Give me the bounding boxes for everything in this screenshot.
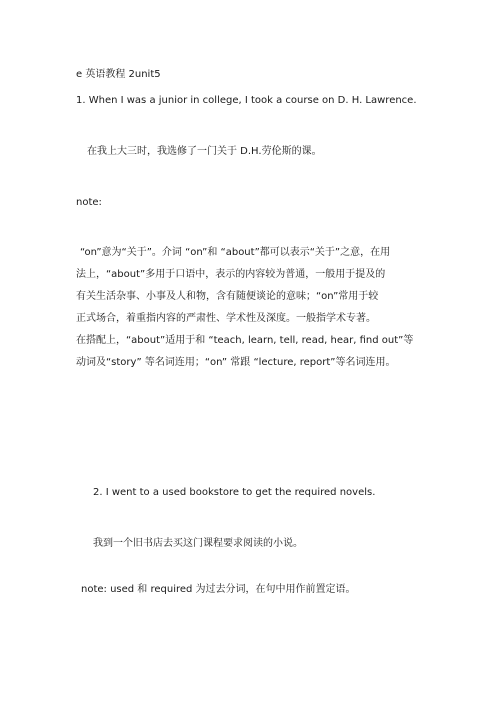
note-1-line-2: 法上，“about”多用于口语中，表示的内容较为普通，一般用于提及的 bbox=[76, 269, 386, 280]
note-2: note: used 和 required 为过去分词，在句中用作前置定语。 bbox=[81, 584, 356, 595]
note-1-paragraph bbox=[76, 242, 420, 374]
document-title: e 英语教程 2unit5 bbox=[76, 69, 161, 80]
note-1-line-4: 正式场合，着重指内容的严肃性、学术性及深度。一般指学术专著。 bbox=[76, 313, 376, 324]
note-1-label: note: bbox=[76, 197, 102, 208]
note-1-line-5: 在搭配上，“about”适用于和 “teach, learn, tell, read, hear, find out”等 bbox=[76, 335, 414, 346]
sentence-1-chinese: 在我上大三时，我选修了一门关于 D.H.劳伦斯的课。 bbox=[87, 146, 322, 157]
sentence-2-english: 2. I went to a used bookstore to get the required novels. bbox=[93, 487, 376, 498]
note-1-line-1: “on”意为“关于”。介词 “on”和 “about”都可以表示“关于”之意，在用 bbox=[80, 247, 391, 258]
sentence-1-english: 1. When I was a junior in college, I took a course on D. H. Lawrence. bbox=[76, 95, 417, 106]
sentence-2-chinese: 我到一个旧书店去买这门课程要求阅读的小说。 bbox=[93, 538, 303, 549]
note-1-line-6: 动词及“story” 等名词连用；“on” 常跟 “lecture, report”等名词连用。 bbox=[76, 357, 396, 368]
note-1-line-3: 有关生活杂事、小事及人和物，含有随便谈论的意味；“on”常用于较 bbox=[76, 291, 379, 302]
